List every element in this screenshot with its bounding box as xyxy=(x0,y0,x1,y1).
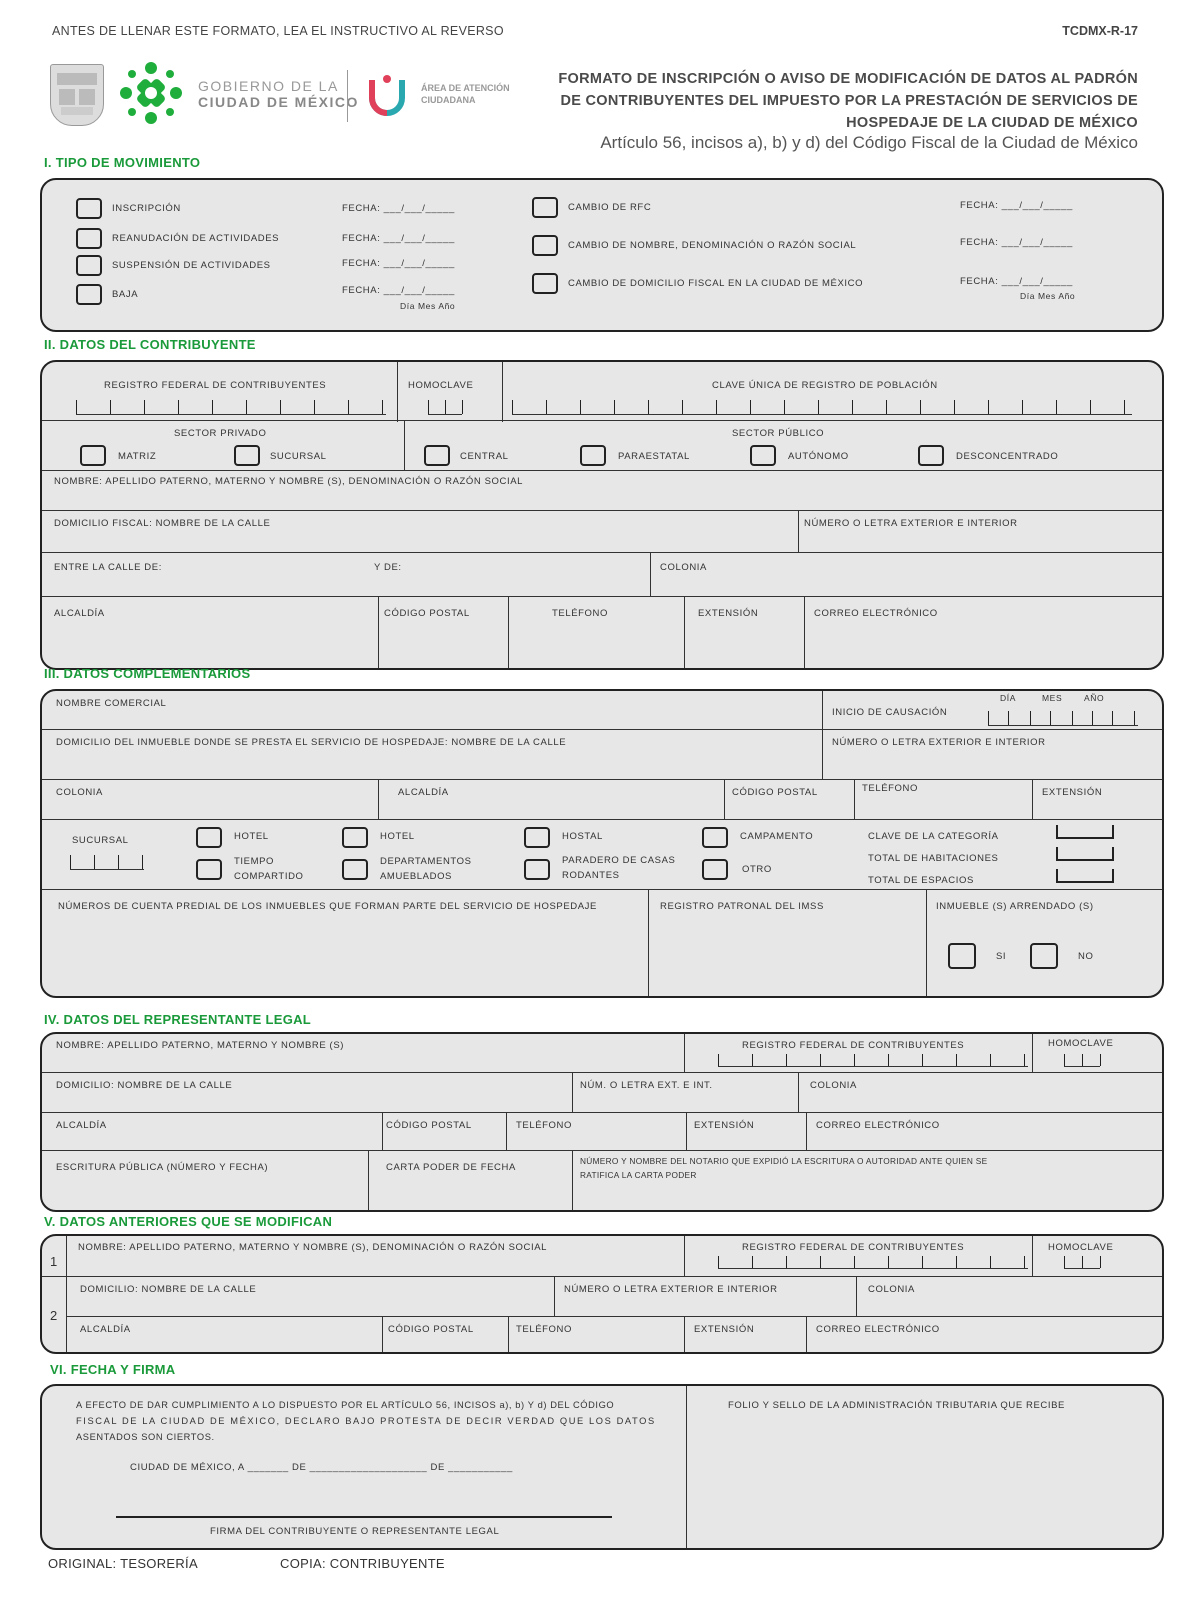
rep-domicilio-field[interactable]: DOMICILIO: NOMBRE DE LA CALLE xyxy=(56,1080,233,1091)
reanudacion-checkbox[interactable] xyxy=(76,228,102,249)
hotel1-checkbox[interactable] xyxy=(196,827,222,848)
section-6-title: VI. FECHA Y FIRMA xyxy=(50,1362,176,1377)
sucursal-label: SUCURSAL xyxy=(270,451,327,462)
row-number-2: 2 xyxy=(50,1308,58,1323)
divider xyxy=(804,596,805,668)
registro-imss-field[interactable]: REGISTRO PATRONAL DEL IMSS xyxy=(660,901,824,912)
extension-field[interactable]: EXTENSIÓN xyxy=(1042,787,1103,798)
att-logo-text xyxy=(421,82,510,106)
divider xyxy=(806,1112,807,1150)
section-5-box xyxy=(40,1234,1164,1354)
cambio-domicilio-checkbox[interactable] xyxy=(532,273,558,294)
divider xyxy=(684,1034,685,1072)
alcaldia-field[interactable]: ALCALDÍA xyxy=(54,608,105,619)
homoclave-input[interactable] xyxy=(428,400,462,415)
nombre-comercial-field[interactable]: NOMBRE COMERCIAL xyxy=(56,698,167,709)
ant-rfc-label: REGISTRO FEDERAL DE CONTRIBUYENTES xyxy=(742,1242,965,1253)
campamento-checkbox[interactable] xyxy=(702,827,728,848)
sucursal-input[interactable] xyxy=(70,855,144,870)
suspension-checkbox[interactable] xyxy=(76,255,102,276)
footer-copia: COPIA: CONTRIBUYENTE xyxy=(280,1556,445,1571)
rep-correo-field[interactable]: CORREO ELECTRÓNICO xyxy=(816,1120,940,1131)
rep-alcaldia-field[interactable]: ALCALDÍA xyxy=(56,1120,107,1131)
ant-nombre-field[interactable]: NOMBRE: APELLIDO PATERNO, MATERNO Y NOMBRE (S), DENOMINACIÓN O RAZÓN SOCIAL xyxy=(78,1242,548,1253)
tiempo-compartido-label-1: TIEMPO xyxy=(234,856,275,867)
divider xyxy=(854,779,855,819)
entre-calle-field[interactable]: ENTRE LA CALLE DE: xyxy=(54,562,162,573)
divider xyxy=(798,510,799,552)
arrendado-si-label: SI xyxy=(996,951,1007,962)
cdmx-green-logo-icon xyxy=(118,60,184,126)
divider xyxy=(686,1112,687,1150)
paradero-label-1: PARADERO DE CASAS xyxy=(562,855,676,866)
divider xyxy=(502,362,503,422)
att-logo-line1: ÁREA DE ATENCIÓN xyxy=(421,83,510,93)
rfc-label: REGISTRO FEDERAL DE CONTRIBUYENTES xyxy=(104,380,327,391)
rep-rfc-label: REGISTRO FEDERAL DE CONTRIBUYENTES xyxy=(742,1040,965,1051)
cambio-nombre-checkbox[interactable] xyxy=(532,235,558,256)
fecha-nombre-field[interactable]: FECHA: ___/___/_____ xyxy=(960,237,1073,248)
divider xyxy=(686,1386,687,1548)
divider xyxy=(42,1112,1162,1113)
curp-input[interactable] xyxy=(512,400,1132,415)
cambio-rfc-label: CAMBIO DE RFC xyxy=(568,202,652,213)
matriz-label: MATRIZ xyxy=(118,451,157,462)
divider xyxy=(508,596,509,668)
section-4-title: IV. DATOS DEL REPRESENTANTE LEGAL xyxy=(44,1012,312,1027)
hotel1-label: HOTEL xyxy=(234,831,269,842)
att-ciudadana-logo-icon xyxy=(366,72,408,118)
ant-rfc-input[interactable] xyxy=(718,1256,1028,1269)
divider xyxy=(724,779,725,819)
declaracion-line-1: A EFECTO DE DAR CUMPLIMIENTO A LO DISPUESTO POR EL ARTÍCULO 56, INCISOS a), b) Y d) DEL CÓDIGO xyxy=(76,1400,615,1410)
ant-alcaldia-field[interactable]: ALCALDÍA xyxy=(80,1324,131,1335)
hostal-label: HOSTAL xyxy=(562,831,603,842)
fecha-reanudacion-field[interactable]: FECHA: ___/___/_____ xyxy=(342,233,455,244)
divider xyxy=(572,1072,573,1112)
arrendado-si-checkbox[interactable] xyxy=(948,943,976,969)
divider xyxy=(1032,1034,1033,1072)
fecha-rfc-field[interactable]: FECHA: ___/___/_____ xyxy=(960,200,1073,211)
divider xyxy=(42,1072,1162,1073)
departamentos-label-1: DEPARTAMENTOS xyxy=(380,856,472,867)
divider xyxy=(368,1150,369,1210)
colonia-field[interactable]: COLONIA xyxy=(660,562,707,573)
inmueble-calle-field[interactable]: DOMICILIO DEL INMUEBLE DONDE SE PRESTA EL SERVICIO DE HOSPEDAJE: NOMBRE DE LA CALLE xyxy=(56,737,567,748)
divider xyxy=(66,1236,67,1352)
fecha-baja-field[interactable]: FECHA: ___/___/_____ xyxy=(342,285,455,296)
gov-logo-line1: GOBIERNO DE LA xyxy=(198,78,339,94)
paradero-checkbox[interactable] xyxy=(524,859,550,880)
extension-field[interactable]: EXTENSIÓN xyxy=(698,608,759,619)
sector-publico-label: SECTOR PÚBLICO xyxy=(732,428,825,439)
clave-categoria-label: CLAVE DE LA CATEGORÍA xyxy=(868,831,999,842)
ant-domicilio-field[interactable]: DOMICILIO: NOMBRE DE LA CALLE xyxy=(80,1284,257,1295)
form-title: FORMATO DE INSCRIPCIÓN O AVISO DE MODIFICACIÓN DE DATOS AL PADRÓN DE CONTRIBUYENTES DEL IMPUESTO POR LA PRESTACIÓN DE SERVICIOS DE HOSPEDAJE DE LA CIUDAD DE MÉXICO xyxy=(558,71,1138,131)
paraestatal-checkbox[interactable] xyxy=(580,445,606,466)
rep-extension-field[interactable]: EXTENSIÓN xyxy=(694,1120,755,1131)
section-5-title: V. DATOS ANTERIORES QUE SE MODIFICAN xyxy=(44,1214,333,1229)
ant-extension-field[interactable]: EXTENSIÓN xyxy=(694,1324,755,1335)
divider xyxy=(1032,1236,1033,1276)
telefono-field[interactable]: TELÉFONO xyxy=(552,608,609,619)
divider xyxy=(554,1276,555,1316)
divider xyxy=(572,1150,573,1210)
rep-colonia-field[interactable]: COLONIA xyxy=(810,1080,857,1091)
sucursal-checkbox[interactable] xyxy=(234,445,260,466)
divider xyxy=(42,510,1162,511)
departamentos-checkbox[interactable] xyxy=(342,859,368,880)
divider xyxy=(684,1316,685,1352)
firma-label: FIRMA DEL CONTRIBUYENTE O REPRESENTANTE LEGAL xyxy=(210,1526,500,1537)
central-checkbox[interactable] xyxy=(424,445,450,466)
section-2-box xyxy=(40,360,1164,670)
divider xyxy=(648,889,649,996)
divider xyxy=(42,729,822,730)
otro-checkbox[interactable] xyxy=(702,859,728,880)
tiempo-compartido-label-2: COMPARTIDO xyxy=(234,871,304,882)
total-espacios-input[interactable] xyxy=(1056,869,1114,883)
paradero-label-2: RODANTES xyxy=(562,870,620,881)
divider xyxy=(378,779,379,819)
rep-homoclave-input[interactable] xyxy=(1064,1054,1100,1067)
gov-logo-line2: CIUDAD DE MÉXICO xyxy=(198,94,359,110)
ant-telefono-field[interactable]: TELÉFONO xyxy=(516,1324,573,1335)
cuenta-predial-field[interactable]: NÚMEROS DE CUENTA PREDIAL DE LOS INMUEBLES QUE FORMAN PARTE DEL SERVICIO DE HOSPEDAJE xyxy=(58,901,597,912)
inicio-causacion-input[interactable] xyxy=(988,711,1138,726)
hotel2-label: HOTEL xyxy=(380,831,415,842)
tiempo-compartido-checkbox[interactable] xyxy=(196,859,222,880)
section-4-box xyxy=(40,1032,1164,1212)
escritura-field[interactable]: ESCRITURA PÚBLICA (NÚMERO Y FECHA) xyxy=(56,1162,269,1173)
suspension-label: SUSPENSIÓN DE ACTIVIDADES xyxy=(112,260,271,271)
rep-rfc-input[interactable] xyxy=(718,1054,1028,1067)
autonomo-label: AUTÓNOMO xyxy=(788,451,849,462)
matriz-checkbox[interactable] xyxy=(80,445,106,466)
ant-homoclave-label: HOMOCLAVE xyxy=(1048,1242,1114,1253)
total-habitaciones-input[interactable] xyxy=(1056,847,1114,861)
sector-privado-label: SECTOR PRIVADO xyxy=(174,428,267,439)
arrendado-no-label: NO xyxy=(1078,951,1094,962)
divider xyxy=(66,1276,1162,1277)
notario-label-2: RATIFICA LA CARTA PODER xyxy=(580,1170,697,1180)
telefono-field[interactable]: TELÉFONO xyxy=(862,783,919,794)
divider xyxy=(42,470,1162,471)
declaracion-line-3: ASENTADOS SON CIERTOS. xyxy=(76,1432,215,1442)
domicilio-field[interactable]: DOMICILIO FISCAL: NOMBRE DE LA CALLE xyxy=(54,518,271,529)
divider xyxy=(42,819,1162,820)
clave-categoria-input[interactable] xyxy=(1056,825,1114,839)
divider xyxy=(404,420,405,470)
curp-label: CLAVE ÚNICA DE REGISTRO DE POBLACIÓN xyxy=(712,380,938,391)
inscripcion-label: INSCRIPCIÓN xyxy=(112,203,181,214)
y-de-field[interactable]: Y DE: xyxy=(374,562,402,573)
reanudacion-label: REANUDACIÓN DE ACTIVIDADES xyxy=(112,233,280,244)
section-2-title: II. DATOS DEL CONTRIBUYENTE xyxy=(44,337,256,352)
total-espacios-label: TOTAL DE ESPACIOS xyxy=(868,875,974,886)
divider xyxy=(506,1112,507,1150)
baja-checkbox[interactable] xyxy=(76,284,102,305)
divider xyxy=(42,1150,1162,1151)
divider xyxy=(926,889,927,996)
att-logo-line2: CIUDADANA xyxy=(421,95,476,105)
cambio-rfc-checkbox[interactable] xyxy=(532,197,558,218)
divider xyxy=(856,1276,857,1316)
section-6-box xyxy=(40,1384,1164,1550)
divider xyxy=(822,691,823,779)
dma-caption: Día Mes Año xyxy=(400,301,456,311)
logo-divider xyxy=(347,70,348,122)
section-3-title: III. DATOS COMPLEMENTARIOS xyxy=(44,666,251,681)
cambio-nombre-label: CAMBIO DE NOMBRE, DENOMINACIÓN O RAZÓN SOCIAL xyxy=(568,240,857,251)
ant-correo-field[interactable]: CORREO ELECTRÓNICO xyxy=(816,1324,940,1335)
divider xyxy=(42,779,1162,780)
cdmx-shield-logo xyxy=(50,64,104,126)
divider xyxy=(650,552,651,596)
rep-homoclave-label: HOMOCLAVE xyxy=(1048,1038,1114,1049)
central-label: CENTRAL xyxy=(460,451,509,462)
declaracion-line-2: FISCAL DE LA CIUDAD DE MÉXICO, DECLARO BAJO PROTESTA DE DECIR VERDAD QUE LOS DATOS xyxy=(76,1416,656,1426)
hostal-checkbox[interactable] xyxy=(524,827,550,848)
cp-field[interactable]: CÓDIGO POSTAL xyxy=(732,787,818,798)
dia-label: DÍA xyxy=(1000,693,1016,703)
divider xyxy=(382,1112,383,1150)
sucursal-label: SUCURSAL xyxy=(72,835,129,846)
ant-homoclave-input[interactable] xyxy=(1064,1256,1100,1269)
hotel2-checkbox[interactable] xyxy=(342,827,368,848)
divider xyxy=(684,1236,685,1276)
divider xyxy=(42,1276,66,1277)
section-1-box xyxy=(40,178,1164,332)
divider xyxy=(42,420,1162,421)
rfc-input[interactable] xyxy=(76,400,386,415)
divider xyxy=(822,729,1162,730)
form-code: TCDMX-R-17 xyxy=(1062,24,1138,38)
correo-field[interactable]: CORREO ELECTRÓNICO xyxy=(814,608,938,619)
campamento-label: CAMPAMENTO xyxy=(740,831,814,842)
row-number-1: 1 xyxy=(50,1254,58,1269)
arrendado-label: INMUEBLE (S) ARRENDADO (S) xyxy=(936,901,1094,912)
ant-cp-field[interactable]: CÓDIGO POSTAL xyxy=(388,1324,474,1335)
section-3-box xyxy=(40,689,1164,998)
divider xyxy=(806,1316,807,1352)
ciudad-fecha-field[interactable]: CIUDAD DE MÉXICO, A _______ DE ____________________ DE ___________ xyxy=(130,1462,513,1473)
colonia-field[interactable]: COLONIA xyxy=(56,787,103,798)
form-subtitle: Artículo 56, incisos a), b) y d) del Código Fiscal de la Ciudad de México xyxy=(600,133,1138,152)
nombre-field[interactable]: NOMBRE: APELLIDO PATERNO, MATERNO Y NOMBRE (S), DENOMINACIÓN O RAZÓN SOCIAL xyxy=(54,476,524,487)
inicio-causacion-label: INICIO DE CAUSACIÓN xyxy=(832,707,948,718)
fecha-domicilio-field[interactable]: FECHA: ___/___/_____ xyxy=(960,276,1073,287)
cp-field[interactable]: CÓDIGO POSTAL xyxy=(384,608,470,619)
divider xyxy=(42,889,1162,890)
divider xyxy=(1032,779,1033,819)
firma-line[interactable] xyxy=(116,1516,612,1518)
divider xyxy=(42,596,1162,597)
divider xyxy=(66,1316,1162,1317)
total-habitaciones-label: TOTAL DE HABITACIONES xyxy=(868,853,999,864)
fecha-suspension-field[interactable]: FECHA: ___/___/_____ xyxy=(342,258,455,269)
folio-sello-label: FOLIO Y SELLO DE LA ADMINISTRACIÓN TRIBUTARIA QUE RECIBE xyxy=(728,1400,1065,1411)
alcaldia-field[interactable]: ALCALDÍA xyxy=(398,787,449,798)
homoclave-label: HOMOCLAVE xyxy=(408,380,474,391)
desconcentrado-checkbox[interactable] xyxy=(918,445,944,466)
carta-poder-field[interactable]: CARTA PODER DE FECHA xyxy=(386,1162,516,1173)
rep-nombre-field[interactable]: NOMBRE: APELLIDO PATERNO, MATERNO Y NOMBRE (S) xyxy=(56,1040,345,1051)
cambio-domicilio-label: CAMBIO DE DOMICILIO FISCAL EN LA CIUDAD DE MÉXICO xyxy=(568,278,864,289)
divider xyxy=(684,596,685,668)
desconcentrado-label: DESCONCENTRADO xyxy=(956,451,1059,462)
ant-numero-field[interactable]: NÚMERO O LETRA EXTERIOR E INTERIOR xyxy=(564,1284,778,1295)
departamentos-label-2: AMUEBLADOS xyxy=(380,871,452,882)
divider xyxy=(798,1072,799,1112)
notario-label-1: NÚMERO Y NOMBRE DEL NOTARIO QUE EXPIDIÓ LA ESCRITURA O AUTORIDAD ANTE QUIEN SE xyxy=(580,1156,988,1166)
divider xyxy=(382,1316,383,1352)
rep-cp-field[interactable]: CÓDIGO POSTAL xyxy=(386,1120,472,1131)
numero-field[interactable]: NÚMERO O LETRA EXTERIOR E INTERIOR xyxy=(804,518,1018,529)
divider xyxy=(397,362,398,422)
divider xyxy=(508,1316,509,1352)
paraestatal-label: PARAESTATAL xyxy=(618,451,690,462)
fecha-inscripcion-field[interactable]: FECHA: ___/___/_____ xyxy=(342,203,455,214)
divider xyxy=(378,596,379,668)
rep-num-field[interactable]: NÚM. O LETRA EXT. E INT. xyxy=(580,1080,713,1091)
ant-colonia-field[interactable]: COLONIA xyxy=(868,1284,915,1295)
baja-label: BAJA xyxy=(112,289,139,300)
autonomo-checkbox[interactable] xyxy=(750,445,776,466)
inscripcion-checkbox[interactable] xyxy=(76,198,102,219)
inmueble-numero-field[interactable]: NÚMERO O LETRA EXTERIOR E INTERIOR xyxy=(832,737,1046,748)
dma-caption-right: Día Mes Año xyxy=(1020,291,1076,301)
footer-original: ORIGINAL: TESORERÍA xyxy=(48,1556,198,1571)
arrendado-no-checkbox[interactable] xyxy=(1030,943,1058,969)
anio-label: AÑO xyxy=(1084,693,1105,703)
divider xyxy=(42,552,1162,553)
section-1-title: I. TIPO DE MOVIMIENTO xyxy=(44,155,201,170)
otro-label: OTRO xyxy=(742,864,772,875)
gov-logo-text xyxy=(198,78,359,110)
instructions-note: ANTES DE LLENAR ESTE FORMATO, LEA EL INSTRUCTIVO AL REVERSO xyxy=(52,24,504,38)
rep-telefono-field[interactable]: TELÉFONO xyxy=(516,1120,573,1131)
mes-label: MES xyxy=(1042,693,1063,703)
